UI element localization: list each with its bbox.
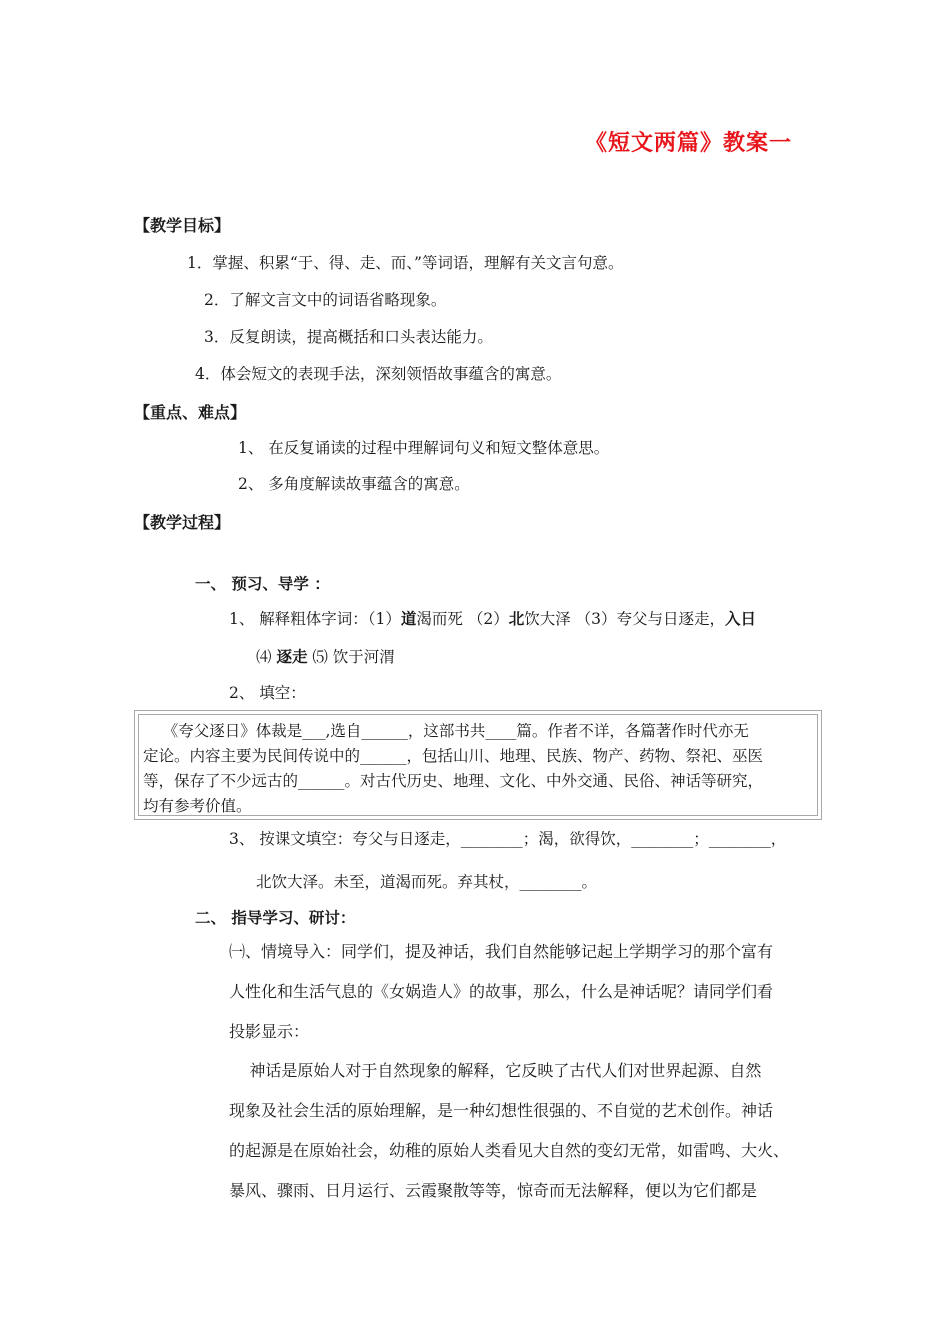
question-1-line-2: [256, 645, 395, 667]
q1-prefix: 1、 解释粗体字词：（1）: [229, 610, 401, 628]
objective-item-3: 3．反复朗读，提高概括和口头表达能力。: [204, 328, 493, 346]
fill-in-line-1: 《夸父逐日》体裁是___,选自______，这部书共____篇。作者不详，各篇著作时代亦无: [143, 722, 749, 740]
q1-line2-prefix: ⑷: [256, 648, 277, 666]
q1-bold-word-3: 入日: [725, 609, 757, 628]
keypoint-item-2: 2、 多角度解读故事蕴含的寓意。: [238, 475, 470, 493]
intro-line-3: 投影显示：: [229, 1022, 310, 1041]
q1-text-1: 渴而死 （2）: [416, 610, 509, 628]
fill-in-line-4: 均有参考价值。: [143, 797, 252, 815]
fill-in-line-2: 定论。内容主要为民间传说中的______，包括山川、地理、民族、物产、药物、祭祀、巫医: [143, 747, 764, 765]
part2-heading: 二、 指导学习、研讨：: [195, 908, 356, 927]
question-3-line-1: 3、 按课文填空：夸父与日逐走，________；渴，欲得饮，________；________，: [229, 830, 787, 848]
q1-text-2: 饮大泽 （3）夸父与日逐走，: [524, 610, 726, 628]
q1-bold-word-4: 逐走: [276, 647, 308, 666]
keypoints-heading: 【重点、难点】: [134, 403, 247, 422]
q1-bold-word-2: 北: [508, 609, 525, 628]
myth-line-1: 神话是原始人对于自然现象的解释，它反映了古代人们对世界起源、自然: [229, 1061, 762, 1080]
part1-heading: 一、 预习、导学 ：: [195, 574, 330, 593]
intro-line-1: ㈠、情境导入：同学们，提及神话，我们自然能够记起上学期学习的那个富有: [229, 942, 774, 961]
intro-paragraph: [229, 932, 829, 1052]
fill-in-box-inner: [138, 714, 818, 816]
question-3-line-2: 北饮大泽。未至，道渴而死。弃其杖，________。: [256, 873, 598, 891]
myth-paragraph: [229, 1051, 829, 1211]
fill-in-box: [134, 710, 822, 820]
objectives-heading: 【教学目标】: [134, 216, 231, 235]
process-heading: 【教学过程】: [134, 513, 231, 532]
myth-line-4: 暴风、骤雨、日月运行、云霞聚散等等，惊奇而无法解释，便以为它们都是: [229, 1181, 758, 1200]
question-2: 2、 填空：: [229, 684, 306, 702]
keypoint-item-1: 1、 在反复诵读的过程中理解词句义和短文整体意思。: [238, 439, 610, 457]
objective-item-2: 2．了解文言文中的词语省略现象。: [204, 291, 447, 309]
intro-line-2: 人性化和生活气息的《女娲造人》的故事，那么，什么是神话呢？请同学们看: [229, 982, 774, 1001]
page-title: 《短文两篇》教案一: [585, 130, 793, 156]
myth-line-3: 的起源是在原始社会，幼稚的原始人类看见大自然的变幻无常，如雷鸣、大火、: [229, 1141, 790, 1160]
q1-line2-text: ⑸ 饮于河渭: [307, 648, 395, 666]
fill-in-line-3: 等，保存了不少远古的______。对古代历史、地理、文化、中外交通、民俗、神话等研究，: [143, 772, 764, 790]
q1-bold-word-1: 道: [400, 609, 417, 628]
objective-item-1: 1．掌握、积累“于、得、走、而、”等词语，理解有关文言句意。: [187, 254, 624, 272]
question-1-line-1: [229, 607, 756, 629]
objective-item-4: 4．体会短文的表现手法，深刻领悟故事蕴含的寓意。: [195, 365, 562, 383]
myth-line-2: 现象及社会生活的原始理解，是一种幻想性很强的、不自觉的艺术创作。神话: [229, 1101, 774, 1120]
